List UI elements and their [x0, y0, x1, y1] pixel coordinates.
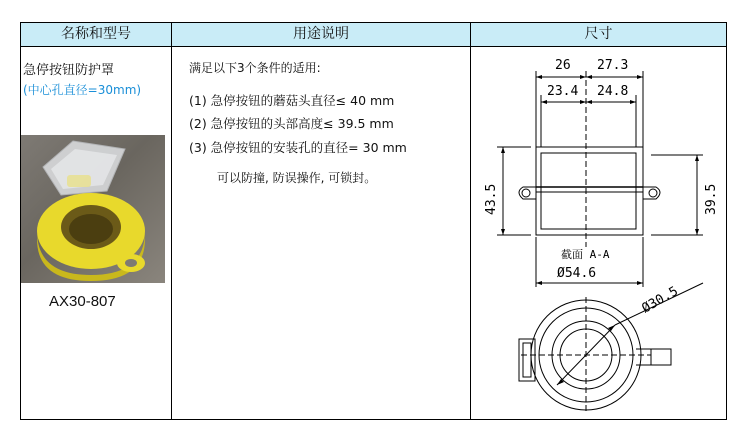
usage-item: (3) 急停按钮的安装孔的直径= 30 mm: [189, 140, 407, 155]
section-label: 截面 A-A: [561, 248, 610, 261]
dim-24-8: 24.8: [597, 84, 629, 99]
spec-table: [20, 22, 727, 420]
dim-43-5: 43.5: [484, 183, 499, 215]
dim-30-5: Ø30.5: [639, 283, 681, 317]
dim-54-6: Ø54.6: [557, 266, 597, 281]
header-dimensions: 尺寸: [471, 23, 726, 46]
product-photo: [21, 135, 165, 283]
header-name-model: 名称和型号: [21, 23, 171, 46]
header-usage: 用途说明: [172, 23, 470, 46]
dim-27-3: 27.3: [597, 58, 629, 73]
column-divider-1: [171, 23, 172, 419]
technical-drawing: [471, 47, 726, 419]
dim-26: 26: [555, 58, 571, 73]
dim-23-4: 23.4: [547, 84, 579, 99]
usage-note: 可以防撞, 防误操作, 可锁封。: [217, 171, 377, 185]
dim-39-5: 39.5: [704, 183, 719, 215]
product-note: (中心孔直径=30mm): [23, 83, 142, 97]
product-name: 急停按钮防护罩: [23, 63, 115, 78]
model-number: AX30-807: [49, 293, 116, 310]
usage-item: (2) 急停按钮的头部高度≤ 39.5 mm: [189, 116, 394, 131]
usage-item: (1) 急停按钮的蘑菇头直径≤ 40 mm: [189, 93, 395, 108]
usage-intro: 满足以下3个条件的适用:: [189, 61, 321, 75]
